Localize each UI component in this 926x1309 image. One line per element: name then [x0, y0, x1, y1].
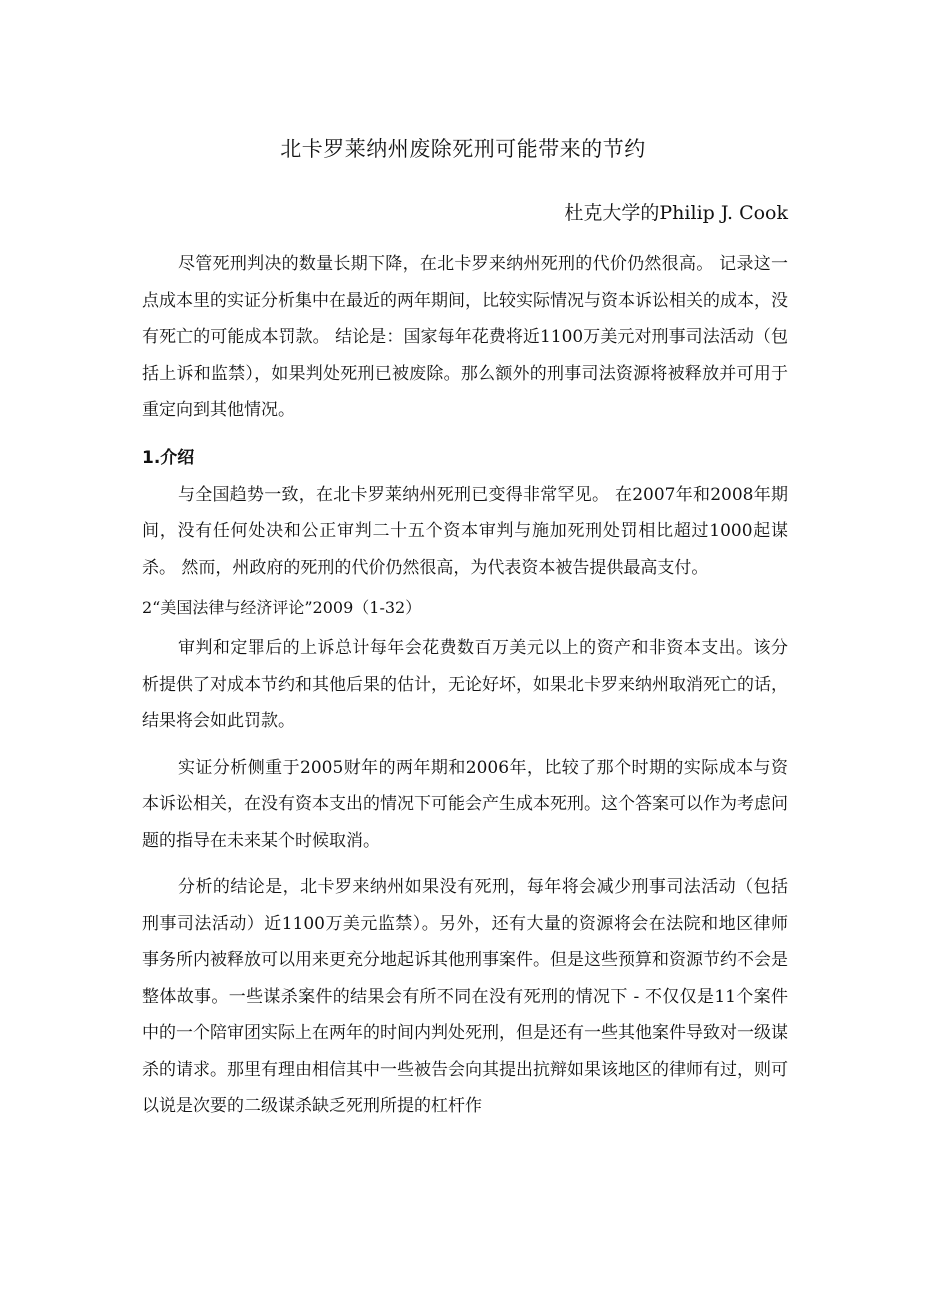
paragraph-gap [142, 859, 788, 869]
paragraph: 审判和定罪后的上诉总计每年会花费数百万美元以上的资产和非资本支出。该分析提供了对成本节约和其他后果的估计，无论好坏，如果北卡罗来纳州取消死亡的话，结果将会如此罚款。 [142, 638, 788, 731]
document-author: 杜克大学的Philip J. Cook [564, 202, 788, 224]
paragraph: 分析的结论是，北卡罗来纳州如果没有死刑，每年将会减少刑事司法活动（包括刑事司法活动）近1100万美元监禁）。另外，还有大量的资源将会在法院和地区律师事务所内被释放可以用来更充分地起诉其他刑事案件。但是这些预算和资源节约不会是整体故事。一些谋杀案件的结果会有所不同在没有死刑的情况下 - 不仅仅是11个案件中的一个陪审团实际上在两年的时间内判处死刑，但是还有一些其他案件导致对一级谋杀的请求。那里有理由相信其中一些被告会向其提出抗辩如果该地区的律师有过，则可以说是次要的二级谋杀缺乏死刑所提的杠杆作 [142, 877, 788, 1116]
abstract-paragraph: 尽管死刑判决的数量长期下降，在北卡罗来纳州死刑的代价仍然很高。 记录这一点成本里的实证分析集中在最近的两年期间，比较实际情况与资本诉讼相关的成本，没有死亡的可能成本罚款。 结论是：国家每年花费将近1100万美元对刑事司法活动（包括上诉和监禁），如果判处死刑已被废除。那么额外的刑事司法资源将被释放并可用于重定向到其他情况。 [142, 254, 788, 420]
paragraph: 实证分析侧重于2005财年的两年期和2006年，比较了那个时期的实际成本与资本诉讼相关，在没有资本支出的情况下可能会产生成本死刑。这个答案可以作为考虑问题的指导在未来某个时候取消。 [142, 757, 788, 851]
citation-line: 2“美国法律与经济评论”2009（1-32） [142, 598, 422, 617]
paragraph-gap [142, 740, 788, 750]
document-body [142, 246, 788, 1125]
document-title: 北卡罗莱纳州废除死刑可能带来的节约 [280, 137, 646, 161]
paragraph: 与全国趋势一致，在北卡罗莱纳州死刑已变得非常罕见。 在2007年和2008年期间，没有任何处决和公正审判二十五个资本审判与施加死刑处罚相比超过1000起谋杀。 然而，州政府的死刑的代价仍然很高，为代表资本被告提供最高支付。 [142, 484, 788, 578]
section-heading: 1.介绍 [142, 447, 195, 468]
